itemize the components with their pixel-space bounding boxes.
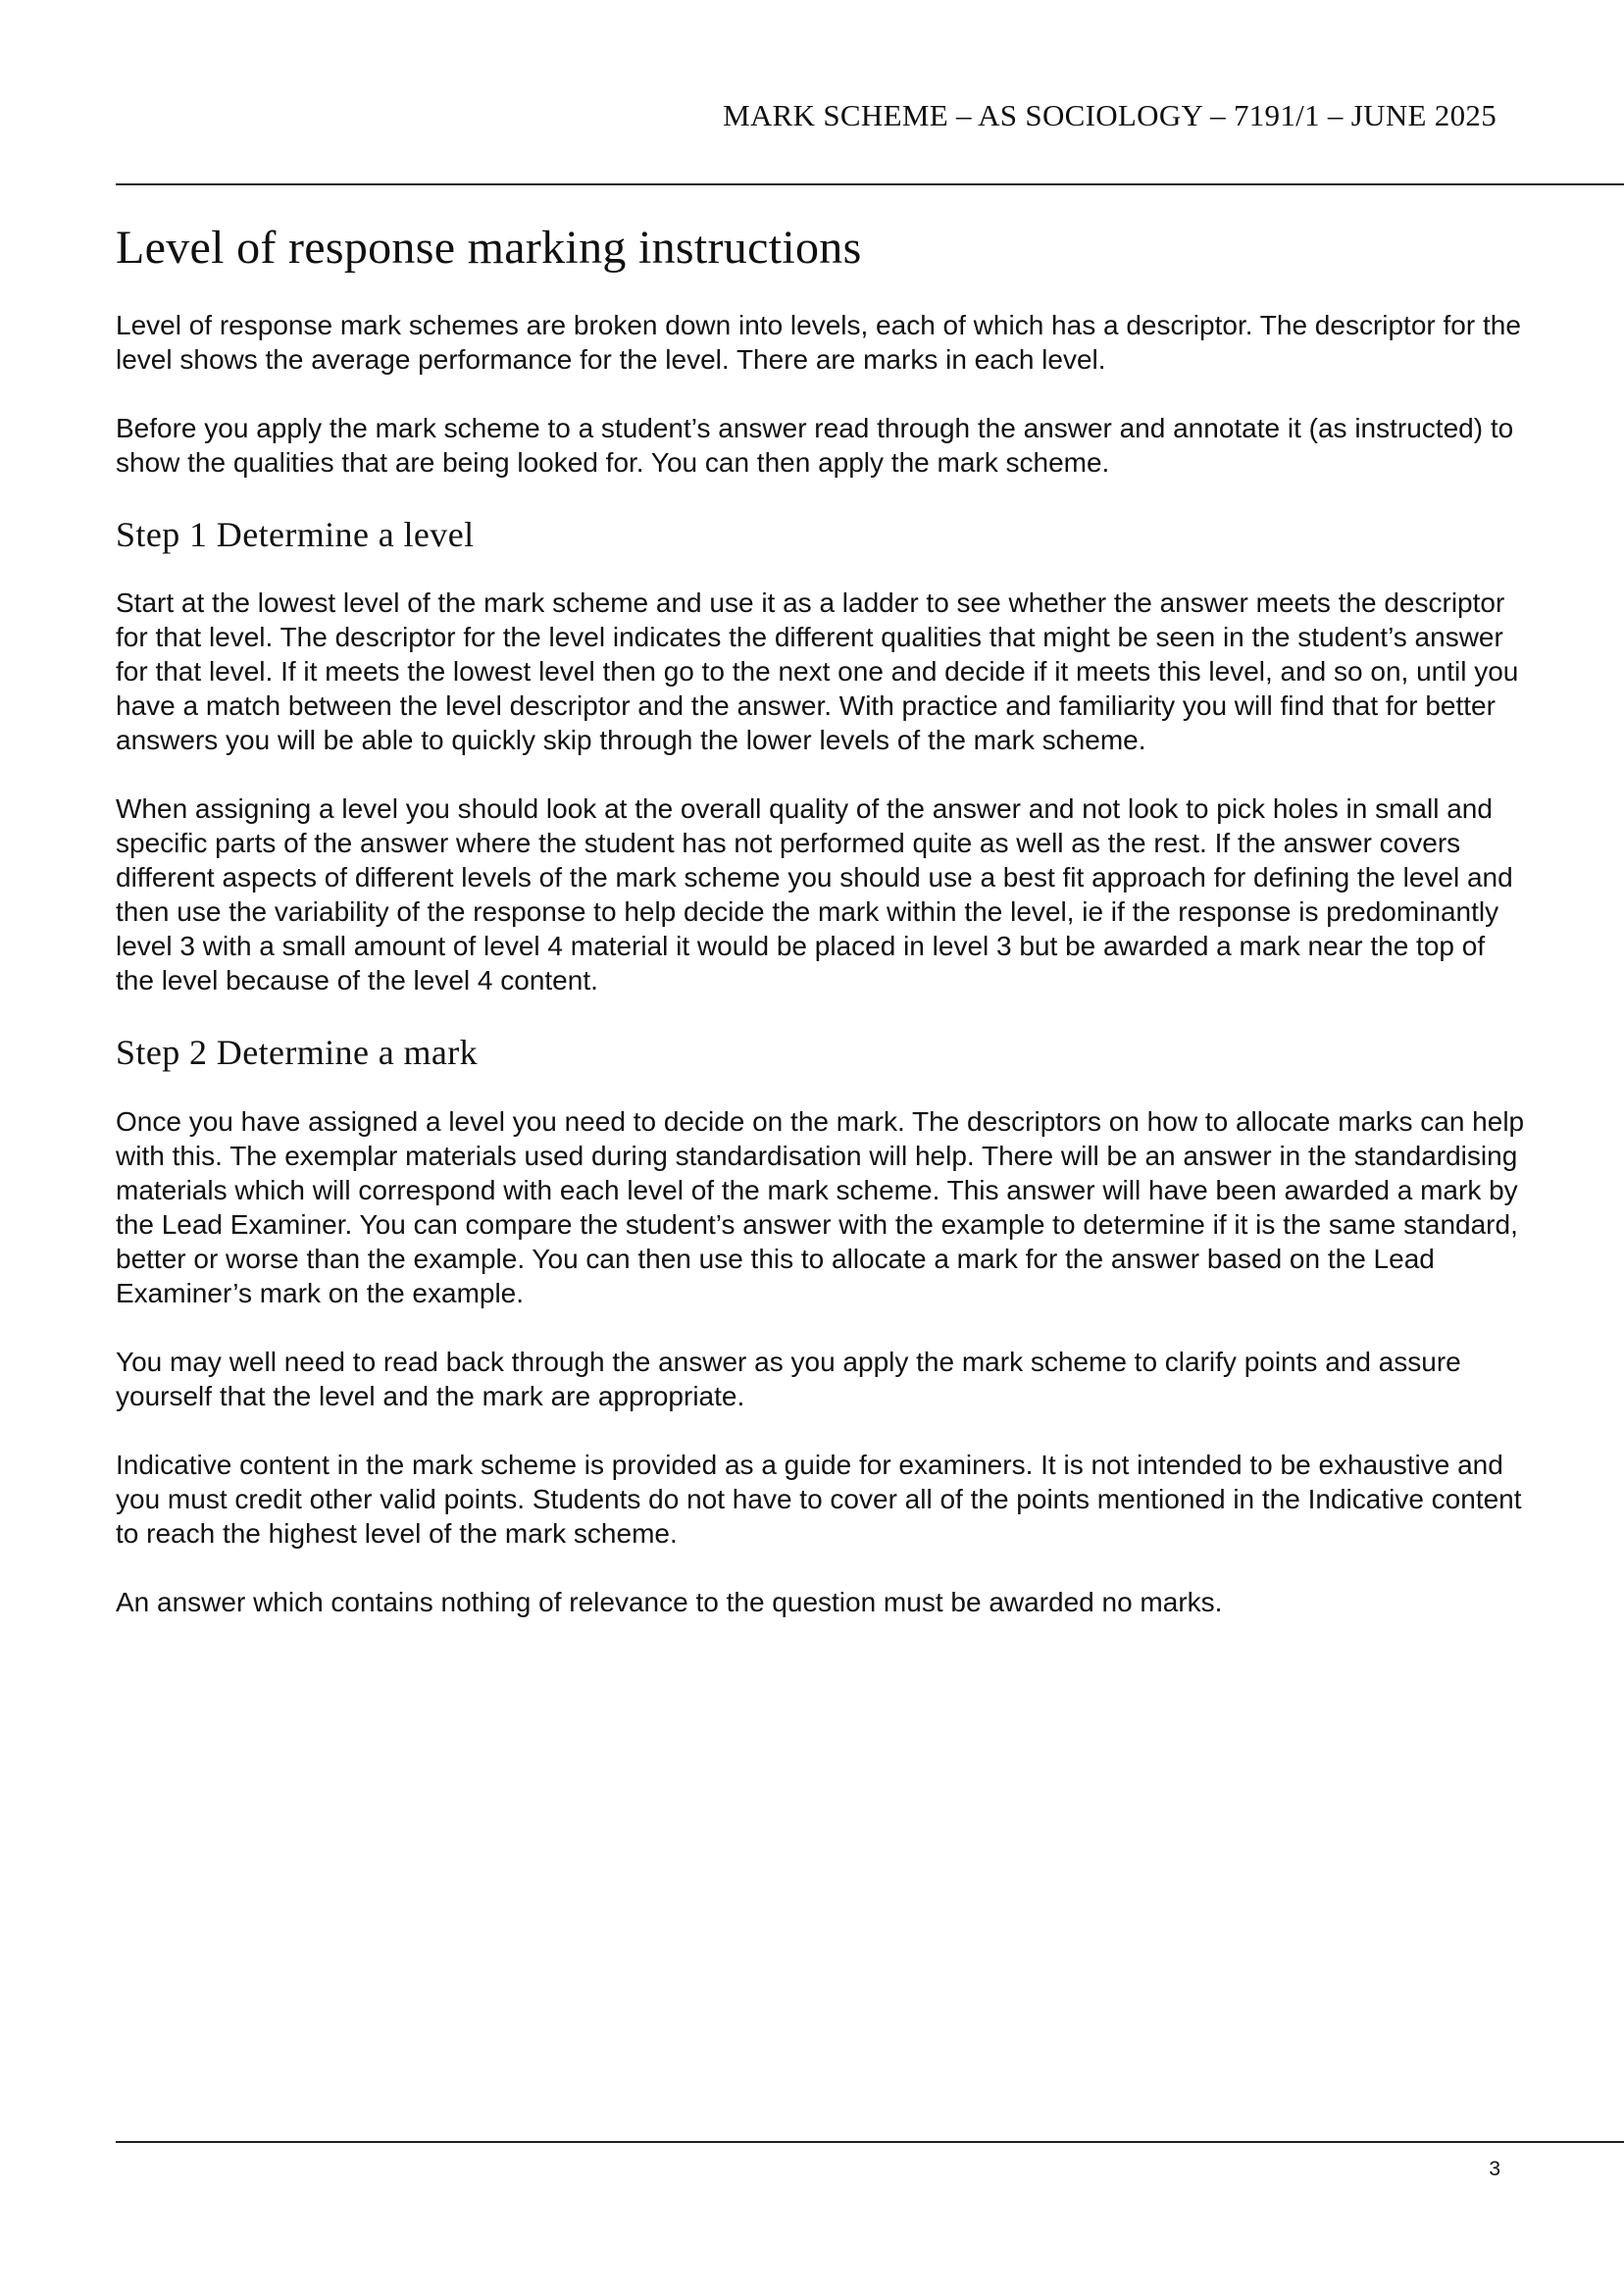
step2-heading: Step 2 Determine a mark	[116, 1033, 479, 1073]
header-rule	[116, 183, 1624, 185]
step1-paragraph: When assigning a level you should look at the overall quality of the answer and not look to pick holes in small and specific parts of the answer where the student has not performed quite as well as the rest. If the answer covers different aspects of different levels of the mark scheme you should use a best fit approach for defining the level and then use the variability of the response to help decide the mark within the level, ie if the response is predominantly level 3 with a small amount of level 4 material it would be placed in level 3 but be awarded a mark near the top of the level because of the level 4 content.	[116, 793, 1513, 996]
step2-paragraph: An answer which contains nothing of relevance to the question must be awarded no marks.	[116, 1586, 1223, 1617]
intro-paragraph: Level of response mark schemes are broken down into levels, each of which has a descriptor. The descriptor for the level shows the average performance for the level. There are marks in each level.	[116, 310, 1521, 376]
footer-rule	[116, 2141, 1624, 2143]
step2-paragraph: Indicative content in the mark scheme is provided as a guide for examiners. It is not intended to be exhaustive and you must credit other valid points. Students do not have to cover all of the points mentioned in the Indicative content to reach the highest level of the mark scheme.	[116, 1449, 1522, 1549]
page-content	[116, 221, 1528, 1654]
running-header: MARK SCHEME – AS SOCIOLOGY – 7191/1 – JUNE 2025	[723, 98, 1497, 132]
step2-paragraph: Once you have assigned a level you need to decide on the mark. The descriptors on how to allocate marks can help with this. The exemplar materials used during standardisation will help. There will be an answer in the standardising materials which will correspond with each level of the mark scheme. This answer will have been awarded a mark by the Lead Examiner. You can compare the student’s answer with the example to determine if it is the same standard, better or worse than the example. You can then use this to allocate a mark for the answer based on the Lead Examiner’s mark on the example.	[116, 1105, 1525, 1308]
step2-paragraph: You may well need to read back through the answer as you apply the mark scheme to clarify points and assure yourself that the level and the mark are appropriate.	[116, 1346, 1461, 1411]
step1-heading: Step 1 Determine a level	[116, 515, 475, 555]
page-title: Level of response marking instructions	[116, 222, 862, 274]
page-number: 3	[1489, 2158, 1500, 2180]
step1-paragraph: Start at the lowest level of the mark scheme and use it as a ladder to see whether the answer meets the descriptor for that level. The descriptor for the level indicates the different qualities that might be seen in the student’s answer for that level. If it meets the lowest level then go to the next one and decide if it meets this level, and so on, until you have a match between the level descriptor and the answer. With practice and familiarity you will find that for better answers you will be able to quickly skip through the lower levels of the mark scheme.	[116, 587, 1519, 756]
intro-paragraph: Before you apply the mark scheme to a student’s answer read through the answer and annotate it (as instructed) to show the qualities that are being looked for. You can then apply the mark scheme.	[116, 413, 1514, 479]
